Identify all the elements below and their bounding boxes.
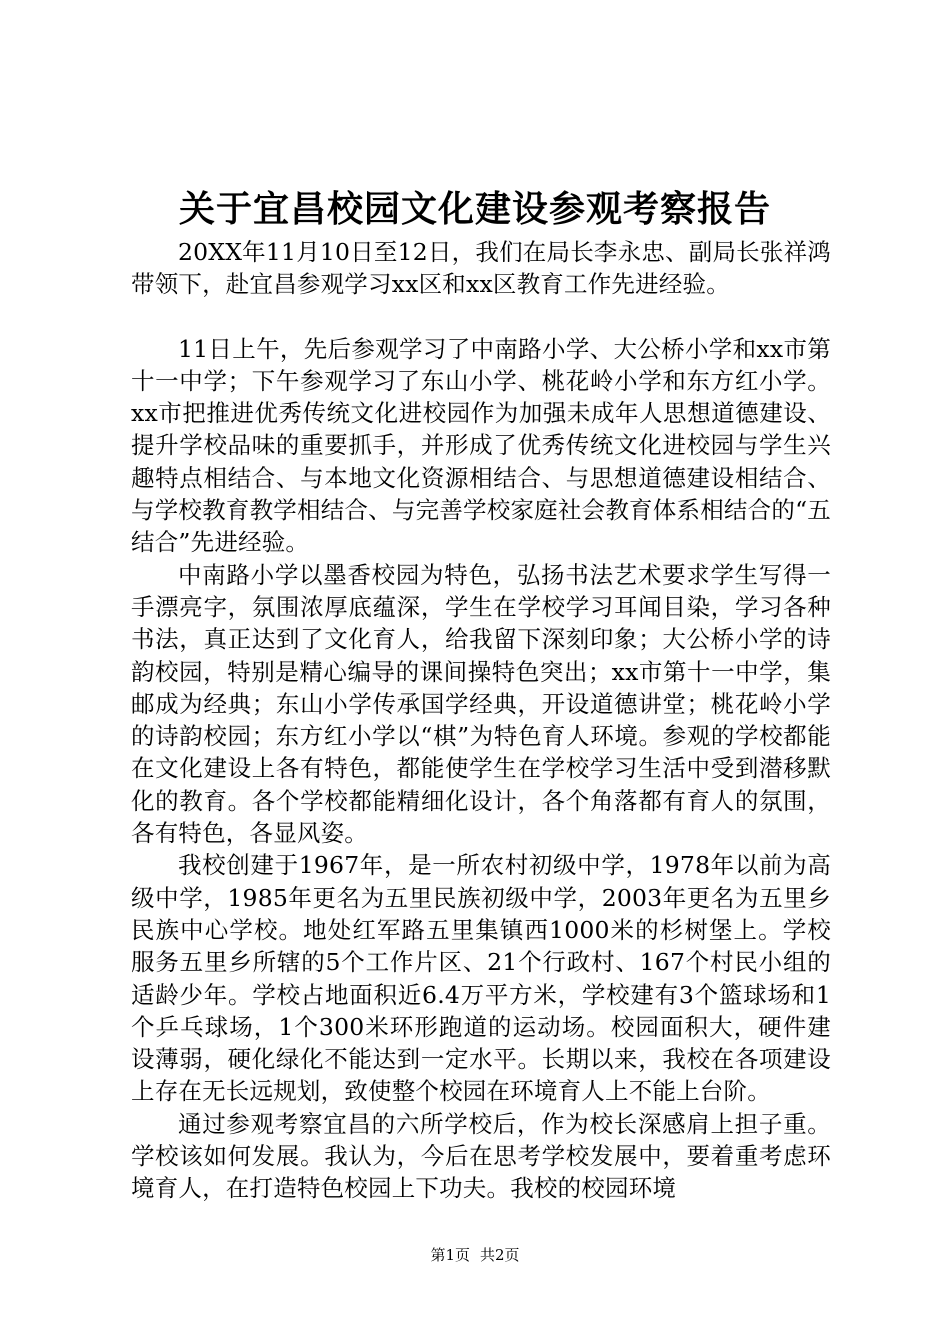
page-number: 第1页 <box>430 1246 470 1264</box>
document-body <box>131 236 831 1205</box>
page-footer <box>0 1245 950 1265</box>
paragraph-visit-schedule: 11日上午，先后参观学习了中南路小学、大公桥小学和xx市第十一中学；下午参观学习了东山小学、桃花岭小学和东方红小学。xx市把推进优秀传统文化进校园作为加强未成年人思想道德建设、提升学校品味的重要抓手，并形成了优秀传统文化进校园与学生兴趣特点相结合、与本地文化资源相结合、与思想道德建设相结合、与学校教育教学相结合、与完善学校家庭社会教育体系相结合的“五结合”先进经验。 <box>131 334 831 557</box>
document-title: 关于宜昌校园文化建设参观考察报告 <box>178 188 771 230</box>
paragraph-school-features: 中南路小学以墨香校园为特色，弘扬书法艺术要求学生写得一手漂亮字，氛围浓厚底蕴深，学生在学校学习耳闻目染，学习各种书法，真正达到了文化育人，给我留下深刻印象；大公桥小学的诗韵校园，特别是精心编导的课间操特色突出；xx市第十一中学，集邮成为经典；东山小学传承国学经典，开设道德讲堂；桃花岭小学的诗韵校园；东方红小学以“棋”为特色育人环境。参观的学校都能在文化建设上各有特色，都能使学生在学校学习生活中受到潜移默化的教育。各个学校都能精细化设计，各个角落都有育人的氛围，各有特色，各显风姿。 <box>131 560 831 848</box>
page-total: 共2页 <box>480 1246 520 1264</box>
paragraph-intro: 20XX年11月10日至12日，我们在局长李永忠、副局长张祥鸿带领下，赴宜昌参观学习xx区和xx区教育工作先进经验。 <box>131 238 831 299</box>
paragraph-our-school: 我校创建于1967年，是一所农村初级中学，1978年以前为高级中学，1985年更名为五里民族初级中学，2003年更名为五里乡民族中心学校。地处红军路五里集镇西1000米的杉树堡上。学校服务五里乡所辖的5个工作片区、21个行政村、167个村民小组的适龄少年。学校占地面积近6.4万平方米，学校建有3个篮球场和1个乒乓球场，1个300米环形跑道的运动场。校园面积大，硬件建设薄弱，硬化绿化不能达到一定水平。长期以来，我校在各项建设上存在无长远规划，致使整个校园在环境育人上不能上台阶。 <box>131 851 831 1106</box>
paragraph-reflection: 通过参观考察宜昌的六所学校后，作为校长深感肩上担子重。学校该如何发展。我认为，今后在思考学校发展中，要着重考虑环境育人，在打造特色校园上下功夫。我校的校园环境 <box>131 1109 831 1203</box>
